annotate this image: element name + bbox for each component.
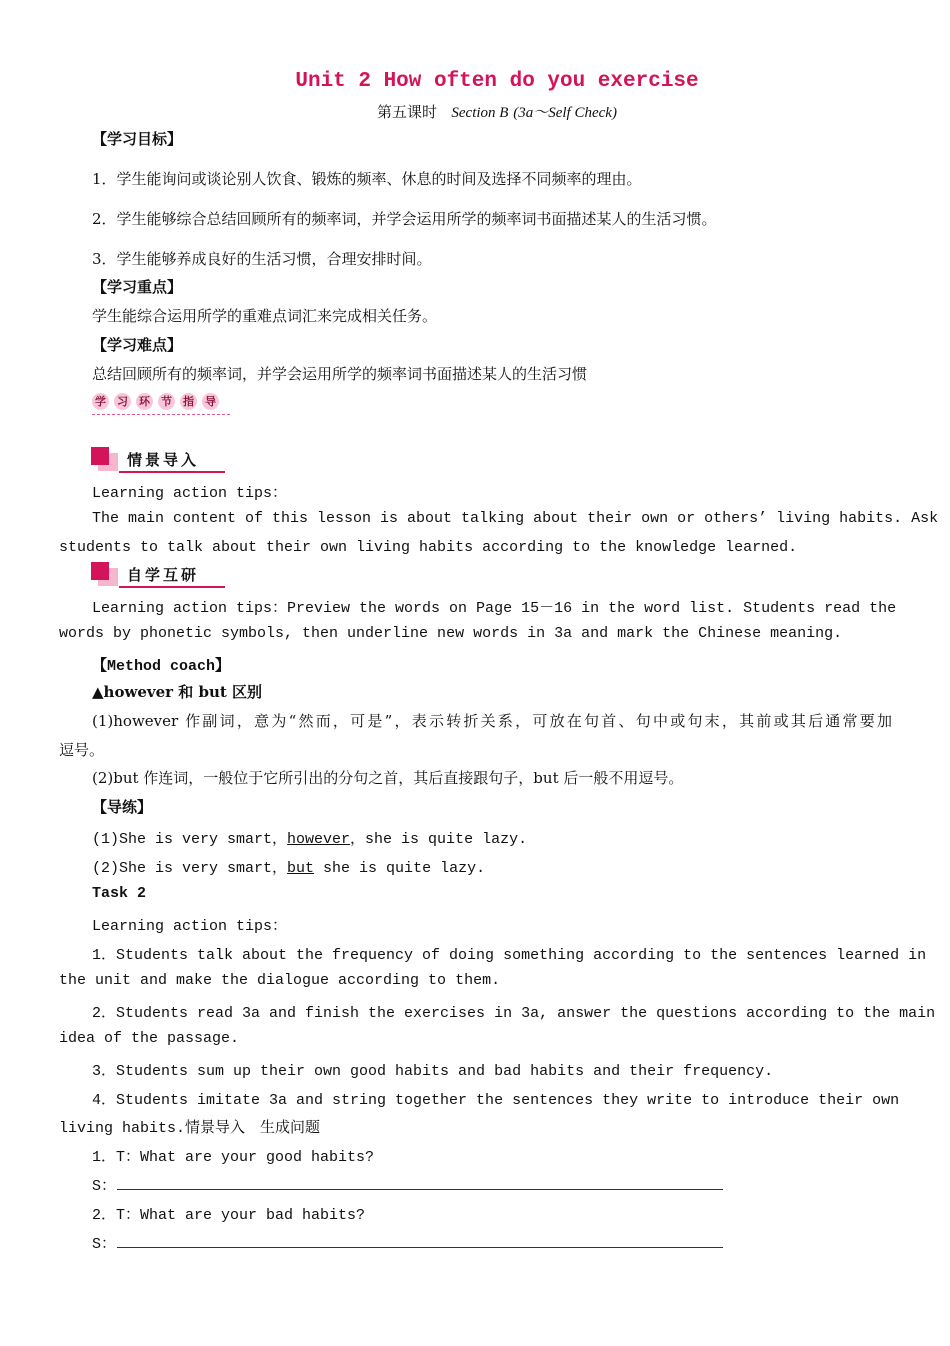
example-text: she is quite lazy.: [314, 860, 486, 877]
page-title: Unit 2 How often do you exercise: [295, 70, 699, 93]
answer-word: however: [287, 831, 351, 848]
section-marker-icon: [91, 447, 109, 465]
section-header-self-study: [91, 562, 225, 588]
section-label: 自学互研: [127, 566, 200, 584]
task-item-4-line-2: living habits.情景导入 生成问题: [59, 1120, 321, 1137]
example-1: [92, 827, 527, 848]
answer-label-1: S：: [92, 1178, 117, 1195]
self-study-line-1: Learning action tips：Preview the words on Page 15－16 in the word list. Students read the: [92, 600, 897, 617]
lesson-number: 第五课时: [377, 103, 438, 121]
task-item-1-line-1: 1．Students talk about the frequency of doing something according to the sentences learned in: [92, 947, 927, 964]
tips-label: Learning action tips：: [92, 918, 288, 935]
task-item-4-line-1: 4．Students imitate 3a and string together the sentences they write to introduce their own: [92, 1092, 900, 1109]
objective-item-3: 3．学生能够养成良好的生活习惯，合理安排时间。: [92, 250, 432, 268]
task-item-2-line-2: idea of the passage.: [59, 1030, 240, 1047]
badge-char: 节: [158, 393, 175, 410]
badge-char: 习: [114, 393, 131, 410]
section-underline: [119, 586, 225, 588]
objective-item-2: 2．学生能够综合总结回顾所有的频率词，并学会运用所学的频率词书面描述某人的生活习惯。: [92, 210, 717, 228]
badge-char: 导: [202, 393, 219, 410]
key-points-heading: 【学习重点】: [92, 278, 183, 296]
section-underline: [119, 471, 225, 473]
badge-char: 环: [136, 393, 153, 410]
section-range: (3a～Self Check): [513, 105, 617, 121]
note-1-line-2: 逗号。: [59, 741, 105, 759]
answer-label-2: S：: [92, 1236, 117, 1253]
question-1: 1．T：What are your good habits?: [92, 1149, 375, 1166]
intro-line-1: The main content of this lesson is about talking about their own or others’ living habits. Ask: [92, 510, 939, 527]
section-marker-icon: [91, 562, 109, 580]
intro-line-2: students to talk about their own living habits according to the knowledge learned.: [59, 539, 798, 556]
example-text: (1)She is very smart，: [92, 831, 288, 848]
section-name: Section B: [451, 105, 509, 121]
self-study-line-2: words by phonetic symbols, then underline new words in 3a and mark the Chinese meaning.: [59, 625, 843, 642]
key-points-text: 学生能综合运用所学的重难点词汇来完成相关任务。: [92, 307, 438, 325]
example-2: [92, 856, 485, 877]
note-2: (2)but 作连词，一般位于它所引出的分句之首，其后直接跟句子，but 后一般不用逗号。: [92, 769, 684, 787]
answer-blank-2[interactable]: [117, 1247, 723, 1248]
task-item-1-line-2: the unit and make the dialogue according to them.: [59, 972, 501, 989]
task-2-heading: Task 2: [92, 885, 147, 902]
answer-word: but: [287, 860, 315, 877]
learning-guide-badge: [92, 390, 230, 415]
example-text: (2)She is very smart，: [92, 860, 288, 877]
objective-item-1: 1．学生能询问或谈论别人饮食、锻炼的频率、休息的时间及选择不同频率的理由。: [92, 170, 642, 188]
task-item-2-line-1: 2．Students read 3a and finish the exercises in 3a, answer the questions according to the main: [92, 1005, 936, 1022]
practice-heading: 【导练】: [92, 798, 153, 816]
page-subtitle: [0, 101, 950, 122]
badge-char: 学: [92, 393, 109, 410]
task-item-3: 3．Students sum up their own good habits and bad habits and their frequency.: [92, 1063, 774, 1080]
difficulties-text: 总结回顾所有的频率词，并学会运用所学的频率词书面描述某人的生活习惯: [92, 365, 588, 383]
tips-label: Learning action tips：: [92, 485, 288, 502]
answer-blank-1[interactable]: [117, 1189, 723, 1190]
difficulties-heading: 【学习难点】: [92, 336, 183, 354]
compare-title: ▲however 和 but 区别: [92, 683, 263, 701]
objectives-heading: 【学习目标】: [92, 130, 183, 148]
method-coach-heading: 【Method coach】: [92, 658, 231, 675]
question-2: 2．T：What are your bad habits?: [92, 1207, 366, 1224]
badge-char: 指: [180, 393, 197, 410]
example-text: ，she is quite lazy.: [350, 831, 528, 848]
note-1-line-1: (1)however 作副词，意为“然而，可是”，表示转折关系，可放在句首、句中或句末，其前或其后通常要加: [92, 712, 892, 730]
section-label: 情景导入: [127, 451, 200, 469]
section-header-intro: [91, 447, 225, 473]
